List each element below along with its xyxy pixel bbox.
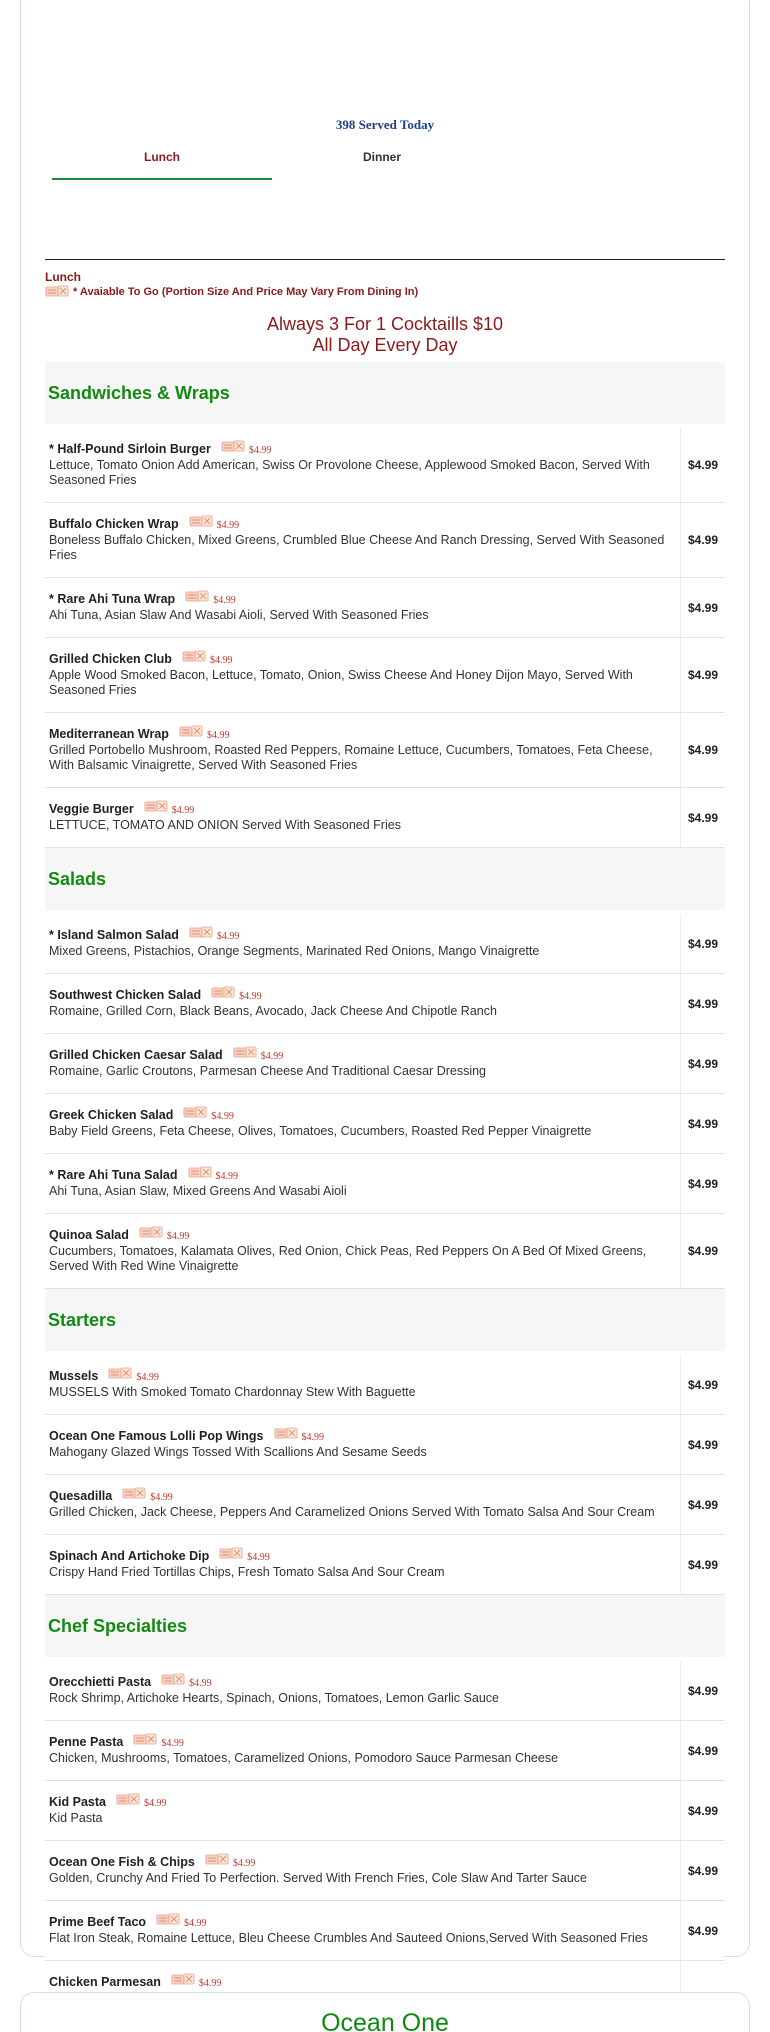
togo-notice-text: * Avaiable To Go (Portion Size And Price May Vary From Dining In) — [73, 285, 419, 298]
menu-item-name: Orecchietti Pasta — [49, 1675, 152, 1689]
menu-item[interactable] — [45, 1034, 725, 1094]
menu-name: Lunch — [45, 270, 81, 284]
menu-item-body — [45, 1781, 681, 1840]
menu-item-description: Chicken, Mushrooms, Tomatoes, Caramelized Onions, Pomodoro Sauce Parmesan Cheese — [49, 1751, 559, 1765]
menu-item-body — [45, 1355, 681, 1414]
menu-item-body — [45, 578, 681, 637]
menu-item[interactable] — [45, 1355, 725, 1415]
menu-item-title — [49, 1107, 676, 1123]
menu-item-name: Southwest Chicken Salad — [49, 988, 202, 1002]
menu-item-price: $4.99 — [687, 1923, 719, 1938]
menu-item[interactable] — [45, 1781, 725, 1841]
menu-item-body — [45, 788, 681, 847]
promo-line-2: All Day Every Day — [312, 335, 458, 355]
takeout-box-icon — [183, 1106, 207, 1119]
menu-item-title — [49, 1167, 676, 1183]
menu-item[interactable] — [45, 1094, 725, 1154]
menu-item-title — [49, 987, 676, 1003]
menu-item-description: Flat Iron Steak, Romaine Lettuce, Bleu Cheese Crumbles And Sauteed Onions,Served With Seasoned Fries — [49, 1931, 648, 1945]
menu-item-price: $4.99 — [687, 1176, 719, 1191]
menu-item[interactable] — [45, 1535, 725, 1595]
menu-item-body — [45, 1475, 681, 1534]
menu-item-description: Cucumbers, Tomatoes, Kalamata Olives, Red Onion, Chick Peas, Red Peppers On A Bed Of Mixed Greens, Served With Red Wine Vinaigrette — [49, 1244, 647, 1273]
menu-item-description: Grilled Chicken, Jack Cheese, Peppers And Caramelized Onions Served With Tomato Salsa And Sour Cream — [49, 1505, 655, 1519]
menu-item-price: $4.99 — [687, 743, 719, 757]
takeout-box-icon — [171, 1973, 195, 1986]
togo-price: $4.99 — [211, 1110, 234, 1122]
menu-item-name: * Half-Pound Sirloin Burger — [49, 442, 211, 456]
togo-price: $4.99 — [247, 1551, 270, 1563]
footer-card — [20, 1992, 750, 2032]
menu-item-description: Crispy Hand Fried Tortillas Chips, Fresh Tomato Salsa And Sour Cream — [49, 1565, 445, 1579]
menu-item-title — [49, 516, 676, 532]
menu-item-title — [49, 1974, 676, 1990]
menu-item-name: Quinoa Salad — [49, 1228, 129, 1242]
menu-item-description: Grilled Portobello Mushroom, Roasted Red Peppers, Romaine Lettuce, Cucumbers, Tomatoes, Feta Cheese, With Balsamic Vinaigrette, Served With Seasoned Fries — [49, 743, 653, 772]
menu-item-name: Veggie Burger — [49, 802, 134, 816]
section-title: Sandwiches & Wraps — [45, 362, 725, 424]
menu-item-name: Grilled Chicken Caesar Salad — [49, 1048, 223, 1062]
takeout-box-icon — [179, 725, 203, 738]
menu-item-description: Ahi Tuna, Asian Slaw And Wasabi Aioli, Served With Seasoned Fries — [49, 608, 429, 622]
divider — [45, 259, 725, 260]
menu-item-body — [45, 638, 681, 712]
takeout-box-icon — [188, 1166, 212, 1179]
menu-item-title — [49, 1674, 676, 1690]
takeout-box-icon — [161, 1673, 185, 1686]
menu-item-description: Romaine, Garlic Croutons, Parmesan Cheese And Traditional Caesar Dressing — [49, 1064, 487, 1078]
menu-item[interactable] — [45, 1841, 725, 1901]
togo-price: $4.99 — [184, 1917, 207, 1929]
menu-item-name: Ocean One Famous Lolli Pop Wings — [49, 1429, 264, 1443]
menu-item-body — [45, 1721, 681, 1780]
menu-item-name: * Island Salmon Salad — [49, 928, 179, 942]
togo-price: $4.99 — [301, 1431, 324, 1443]
menu-item-price: $4.99 — [687, 810, 719, 825]
togo-price: $4.99 — [136, 1371, 159, 1383]
menu-item-price: $4.99 — [687, 1244, 719, 1258]
takeout-box-icon — [189, 926, 213, 939]
togo-price: $4.99 — [216, 930, 240, 942]
menu-item[interactable] — [45, 1721, 725, 1781]
menu-item-title — [49, 801, 676, 817]
menu-item-title — [49, 1488, 676, 1504]
menu-item-body — [45, 1661, 681, 1720]
menu-item-description: Baby Field Greens, Feta Cheese, Olives, Tomatoes, Cucumbers, Roasted Red Pepper Vinaigrette — [49, 1124, 592, 1138]
menu-item-price: $4.99 — [687, 996, 719, 1011]
menu-item-body — [45, 713, 681, 787]
takeout-box-icon — [211, 986, 235, 999]
menu-item-name: Grilled Chicken Club — [49, 652, 172, 666]
section-title: Starters — [45, 1289, 725, 1351]
menu-item-body — [45, 1094, 681, 1153]
menu-item-name: Ocean One Fish & Chips — [49, 1855, 195, 1869]
takeout-box-icon — [144, 800, 168, 813]
menu-item[interactable] — [45, 974, 725, 1034]
menu-item[interactable] — [45, 1214, 725, 1289]
menu-item-name: Chicken Parmesan — [49, 1975, 161, 1989]
menu-item-body — [45, 974, 681, 1033]
menu-item-price: $4.99 — [687, 1116, 719, 1131]
menu-item-price: $4.99 — [687, 1497, 719, 1512]
menu-item-price: $4.99 — [687, 1743, 719, 1758]
takeout-box-icon — [185, 590, 209, 603]
takeout-box-icon — [156, 1913, 180, 1926]
togo-price: $4.99 — [206, 729, 230, 741]
menu-item-title — [49, 927, 676, 943]
togo-price: $4.99 — [143, 1797, 167, 1809]
menu-item-body — [45, 1901, 681, 1960]
menu-item-name: * Rare Ahi Tuna Wrap — [49, 592, 176, 606]
menu-item-price: $4.99 — [687, 1803, 719, 1818]
menu-item-name: * Rare Ahi Tuna Salad — [49, 1168, 178, 1182]
menu-item-title — [49, 651, 676, 667]
menu-item-name: Buffalo Chicken Wrap — [49, 517, 179, 531]
menu-item-price: $4.99 — [687, 936, 719, 951]
takeout-box-icon — [108, 1367, 132, 1380]
takeout-box-icon — [182, 650, 206, 663]
menu-item[interactable] — [45, 788, 725, 848]
menu-item-body — [45, 503, 681, 577]
menu-item-description: Kid Pasta — [49, 1811, 103, 1825]
menu-item-description: MUSSELS With Smoked Tomato Chardonnay Stew With Baguette — [49, 1385, 416, 1399]
menu-item-title — [49, 1227, 676, 1243]
promo-line-1: Always 3 For 1 Cocktaills $10 — [266, 314, 504, 334]
menu-item-price: $4.99 — [687, 1557, 719, 1572]
menu-item-title — [49, 1368, 676, 1384]
togo-price: $4.99 — [171, 804, 195, 816]
menu-item-price: $4.99 — [687, 1377, 719, 1392]
menu-item-price: $4.99 — [687, 1683, 719, 1698]
menu-item-description: Mahogany Glazed Wings Tossed With Scallions And Sesame Seeds — [49, 1445, 427, 1459]
menu-item-title — [49, 1734, 676, 1750]
menu-item-title — [49, 1854, 676, 1870]
menu-item-name: Mediterranean Wrap — [49, 727, 169, 741]
menu-item-name: Prime Beef Taco — [49, 1915, 147, 1929]
togo-price: $4.99 — [215, 1170, 239, 1182]
menu-item-description: Lettuce, Tomato Onion Add American, Swiss Or Provolone Cheese, Applewood Smoked Bacon, Served With Seasoned Fries — [49, 458, 650, 487]
togo-price: $4.99 — [198, 1977, 222, 1989]
menu-item-title — [49, 441, 676, 457]
tab-lunch[interactable]: Lunch — [52, 150, 272, 180]
togo-price: $4.99 — [260, 1050, 284, 1062]
menu-item-body — [45, 1214, 681, 1288]
takeout-box-icon — [45, 285, 69, 298]
menu-item-title — [49, 1914, 676, 1930]
takeout-box-icon — [221, 440, 245, 453]
togo-notice — [45, 285, 725, 298]
menu-item-price: $4.99 — [687, 668, 719, 682]
menu-item[interactable] — [45, 428, 725, 503]
section-title: Salads — [45, 848, 725, 910]
togo-price: $4.99 — [232, 1857, 256, 1869]
menu-item[interactable] — [45, 713, 725, 788]
menu-item-description: LETTUCE, TOMATO AND ONION Served With Seasoned Fries — [49, 818, 401, 832]
menu-item-price: $4.99 — [687, 458, 719, 472]
menu-item-description: Boneless Buffalo Chicken, Mixed Greens, Crumbled Blue Cheese And Ranch Dressing, Served With Seasoned Fries — [49, 533, 665, 562]
menu-item[interactable] — [45, 1475, 725, 1535]
menu-item-price: $4.99 — [687, 600, 719, 615]
menu-item-body — [45, 1415, 681, 1474]
menu-item-description: Rock Shrimp, Artichoke Hearts, Spinach, Onions, Tomatoes, Lemon Garlic Sauce — [49, 1691, 499, 1705]
tab-dinner[interactable]: Dinner — [362, 150, 401, 164]
togo-price: $4.99 — [161, 1737, 184, 1749]
served-today-counter: 398 Served Today — [335, 117, 435, 132]
takeout-box-icon — [139, 1226, 163, 1239]
togo-price: $4.99 — [216, 519, 240, 531]
takeout-box-icon — [205, 1853, 229, 1866]
menu-item[interactable] — [45, 1154, 725, 1214]
menu-item-price: $4.99 — [687, 1056, 719, 1071]
takeout-box-icon — [133, 1733, 157, 1746]
menu-item-name: Kid Pasta — [49, 1795, 106, 1809]
togo-price: $4.99 — [189, 1677, 212, 1689]
takeout-box-icon — [274, 1427, 298, 1440]
menu-item-body — [45, 914, 681, 973]
menu-item-title — [49, 1428, 676, 1444]
menu-item[interactable] — [45, 578, 725, 638]
menu-item-description: Romaine, Grilled Corn, Black Beans, Avocado, Jack Cheese And Chipotle Ranch — [49, 1004, 497, 1018]
menu-item-body — [45, 1154, 681, 1213]
takeout-box-icon — [122, 1487, 146, 1500]
menu-item-description: Ahi Tuna, Asian Slaw, Mixed Greens And Wasabi Aioli — [49, 1184, 347, 1198]
menu-item-description: Golden, Crunchy And Fried To Perfection. Served With French Fries, Cole Slaw And Tarter Sauce — [49, 1871, 587, 1885]
menu-item[interactable] — [45, 1661, 725, 1721]
menu-item-title — [49, 1047, 676, 1063]
menu-item-name: Mussels — [49, 1369, 99, 1383]
menu-item-body — [45, 1841, 681, 1900]
menu-item-title — [49, 1794, 676, 1810]
takeout-box-icon — [189, 515, 213, 528]
menu-header — [45, 270, 725, 298]
togo-price: $4.99 — [209, 654, 233, 666]
togo-price: $4.99 — [248, 444, 272, 456]
menu-item-title — [49, 591, 676, 607]
menu-item[interactable] — [45, 1901, 725, 1961]
togo-price: $4.99 — [166, 1230, 190, 1242]
menu-item-description: Mixed Greens, Pistachios, Orange Segments, Marinated Red Onions, Mango Vinaigrette — [49, 944, 540, 958]
menu-sections — [45, 362, 725, 2032]
togo-price: $4.99 — [213, 594, 236, 606]
takeout-box-icon — [219, 1547, 243, 1560]
menu-item-name: Penne Pasta — [49, 1735, 124, 1749]
menu-item[interactable] — [45, 1415, 725, 1475]
menu-item-price: $4.99 — [687, 1437, 719, 1452]
menu-item-name: Greek Chicken Salad — [49, 1108, 174, 1122]
menu-item-body — [45, 1034, 681, 1093]
menu-item[interactable] — [45, 914, 725, 974]
footer-title: Ocean One — [321, 2009, 449, 2032]
menu-item[interactable] — [45, 503, 725, 578]
togo-price: $4.99 — [239, 990, 262, 1002]
menu-item-title — [49, 1548, 676, 1564]
takeout-box-icon — [233, 1046, 257, 1059]
menu-item-description: Apple Wood Smoked Bacon, Lettuce, Tomato, Onion, Swiss Cheese And Honey Dijon Mayo, Served With Seasoned Fries — [49, 668, 633, 697]
menu-item-name: Spinach And Artichoke Dip — [49, 1549, 210, 1563]
menu-item-name: Quesadilla — [49, 1489, 113, 1503]
menu-item-price: $4.99 — [687, 533, 719, 547]
menu-item-title — [49, 726, 676, 742]
menu-item-price: $4.99 — [687, 1863, 719, 1878]
togo-price: $4.99 — [150, 1491, 173, 1503]
section-title: Chef Specialties — [45, 1595, 725, 1657]
menu-item-body — [45, 428, 681, 502]
promo-banner — [0, 314, 770, 356]
menu-item[interactable] — [45, 638, 725, 713]
takeout-box-icon — [116, 1793, 140, 1806]
menu-item-body — [45, 1535, 681, 1594]
